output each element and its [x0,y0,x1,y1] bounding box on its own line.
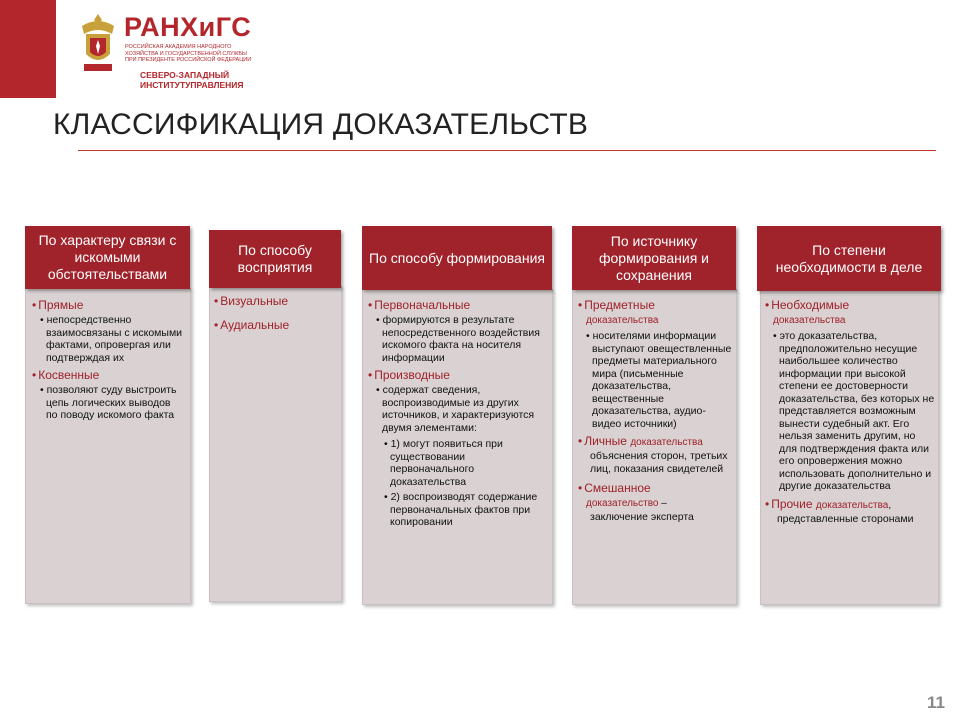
item-label: • Первоначальные [368,298,471,312]
item-description: • позволяют суду выстроить цепь логических выводов по поводу искомого факта [40,384,177,421]
column-header: По способу формирования [362,226,552,290]
item-description: объяснения сторон, третьих лиц, показания свидетелей [590,450,728,475]
column-header: По источнику формирования и сохранения [572,226,736,290]
item-description: • содержат сведения, воспроизводимые из других источников, и характеризуются двумя элементами: [376,384,535,434]
column-header: По степени необходимости в деле [757,226,941,291]
item-description: • это доказательства, предположительно несущие наибольшее количество информации при высокой степени ее достоверности доказательства, без которых не представляется возможным вынести судебный акт. Его нельзя заменить другим, но для подтверждения факта или его опровержения можно использовать дополнительно и другие доказательства [773,330,935,492]
item-label: • Предметные доказательства [578,298,659,326]
page-number: 11 [927,693,945,712]
logo-institute: СЕВЕРО-ЗАПАДНЫЙ ИНСТИТУТУПРАВЛЕНИЯ [140,70,244,90]
logo-title: РАНХиГС [124,12,252,42]
sub-item: • 1) могут появиться при существовании первоначального доказательства [384,438,503,488]
crest-icon [76,12,120,78]
item-description: заключение эксперта [590,511,694,523]
item-description: • носителями информации выступают овеществленные предметы материального мира (письменные доказательства, вещественные доказательства, аудио-видео источники) [586,330,732,430]
item-label: • Прочие доказательства, [765,496,892,511]
item-label: • Косвенные [32,368,100,382]
sub-item: • 2) воспроизводят содержание первоначальных фактов при копировании [384,491,538,528]
item-label: • Визуальные [214,294,288,308]
title-divider [78,150,936,151]
item-label: • Личные доказательства [578,434,703,448]
item-label: • Смешанное доказательство – [578,481,667,509]
item-label: • Производные [368,368,450,382]
item-description: • непосредственно взаимосвязаны с искомыми фактами, опровергая или подтверждая их [40,314,183,364]
logo-subtitle: РОССИЙСКАЯ АКАДЕМИЯ НАРОДНОГО ХОЗЯЙСТВА И ГОСУДАРСТВЕННОЙ СЛУЖБЫ ПРИ ПРЕЗИДЕНТЕ РОССИЙСКОЙ ФЕДЕРАЦИИ [125,44,252,63]
item-label: • Необходимые доказательства [765,298,850,326]
item-label: • Аудиальные [214,318,290,332]
column-header: По характеру связи с искомыми обстоятельствами [25,226,190,289]
item-label: • Прямые [32,298,84,312]
item-description: • формируются в результате непосредственного воздействия искомого факта на носителя информации [376,314,540,364]
column-header: По способу восприятия [209,230,341,288]
item-description: представленные сторонами [777,512,914,525]
page-title: КЛАССИФИКАЦИЯ ДОКАЗАТЕЛЬСТВ [53,108,589,141]
logo [76,10,256,96]
corner-accent [0,0,56,98]
